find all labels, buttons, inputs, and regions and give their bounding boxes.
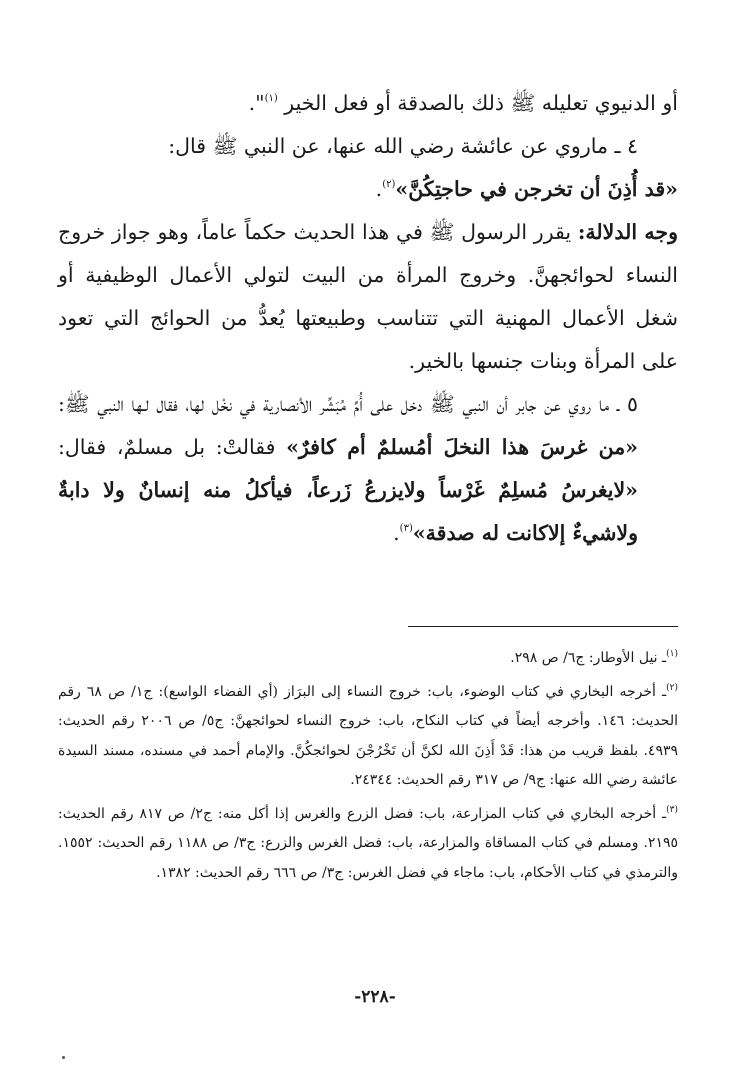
- footnote-number: (٢): [666, 682, 678, 693]
- scan-speck: [62, 1056, 65, 1059]
- paragraph-text: ٥ ـ ما روي عن جابر أن النبي ﷺ دخل على أُمِّ مُبَشِّر الأنصارية في نخْل لها، فقال لـها النبي ﷺ:: [58, 392, 638, 416]
- footnote-separator: [408, 626, 678, 627]
- footnote-2: [58, 674, 678, 796]
- hadith-quote: «قد أُذِنَ أن تخرجن في حاجتِكُنَّ»: [395, 177, 678, 201]
- paragraph-text: .: [393, 521, 400, 545]
- footnote-3: [58, 796, 678, 889]
- main-text: [58, 82, 678, 555]
- footnote-text: ـ أخرجه البخاري في كتاب الوضوء، باب: خروج النساء إلى البرَاز (أي الفضاء الواسع): ج١/ ص ٦٨ رقم الحديث: ١٤٦. وأخرجه أيضاً في كتاب النكاح، باب: خروج النساء لحوائجهنَّ: ج٥/ ص ٢٠٠٦ رقم الحديث: ٤٩٣٩. بلفظ قريب من هذا: قَدْ أَذِنَ الله لكنَّ أن تَخْرُجْنَ لحوائجكُنَّ. والإمام أحمد في مسنده، مسند السيدة عائشة رضي الله عنها: ج٩/ ص ٣١٧ رقم الحديث: ٢٤٣٤٤.: [58, 683, 678, 788]
- footnote-text: ـ نيل الأوطار: ج٦/ ص ٢٩٨.: [510, 650, 667, 666]
- footnotes: [58, 640, 678, 888]
- paragraph-text: فقالتْ: بل مسلمٌ، فقال:: [58, 435, 287, 459]
- section-label: وجه الدلالة:: [577, 220, 678, 244]
- paragraph-text: أو الدنيوي تعليله ﷺ ذلك بالصدقة أو فعل الخير: [277, 91, 678, 115]
- footnote-ref[interactable]: (٢): [382, 179, 396, 190]
- hadith-quote: «لايغرسُ مُسلِمٌ غَرْساً ولايزرعُ زَرعاً، فيأكلُ منه إنسانٌ ولا دابةٌ ولاشيءٌ إلاكانت له صدقة»: [58, 478, 638, 545]
- paragraph-continuation: [58, 82, 678, 125]
- footnote-ref[interactable]: (١): [264, 93, 278, 104]
- paragraph-text: ٤ ـ ماروي عن عائشة رضي الله عنها، عن النبي ﷺ قال:: [168, 134, 638, 158]
- footnote-ref[interactable]: (٣): [399, 523, 413, 534]
- paragraph-text: ".: [248, 91, 265, 115]
- item-4-hadith: [58, 168, 678, 211]
- footnote-1: [58, 640, 678, 674]
- paragraph-text: .: [375, 177, 383, 201]
- item-4-intro: [58, 125, 678, 168]
- item-5-paragraph: [58, 383, 678, 555]
- footnote-text: ـ أخرجه البخاري في كتاب المزارعة، باب: فضل الزرع والغرس إذا أكل منه: ج٢/ ص ٨١٧ رقم الحديث: ٢١٩٥. ومسلم في كتاب المساقاة والمزارعة، باب: فضل الغرس والزرع: ج٣/ ص ١١٨٨ رقم الحديث: ١٥٥٢. والترمذي في كتاب الأحكام، باب: ماجاء في فضل الغرس: ج٣/ ص ٦٦٦ رقم الحديث: ١٣٨٢.: [58, 805, 678, 881]
- page-number: -٢٢٨-: [354, 987, 396, 1007]
- footnote-number: (٣): [666, 804, 679, 815]
- paragraph-text: يقرر الرسول ﷺ في هذا الحديث حكماً عاماً، وهو جواز خروج النساء لحوائجهنَّ. وخروج المرأة من البيت لتولي الأعمال الوظيفية أو شغل الأعمال المهنية التي تتناسب وطبيعتها يُعدُّ من الحوائج التي تعود على المرأة وبنات جنسها بالخير.: [58, 220, 678, 373]
- wajh-al-dalala-paragraph: [58, 211, 678, 383]
- hadith-quote: «من غرسَ هذا النخلَ أمُسلمٌ أم كافرٌ»: [286, 435, 638, 459]
- footnote-number: (١): [666, 649, 678, 659]
